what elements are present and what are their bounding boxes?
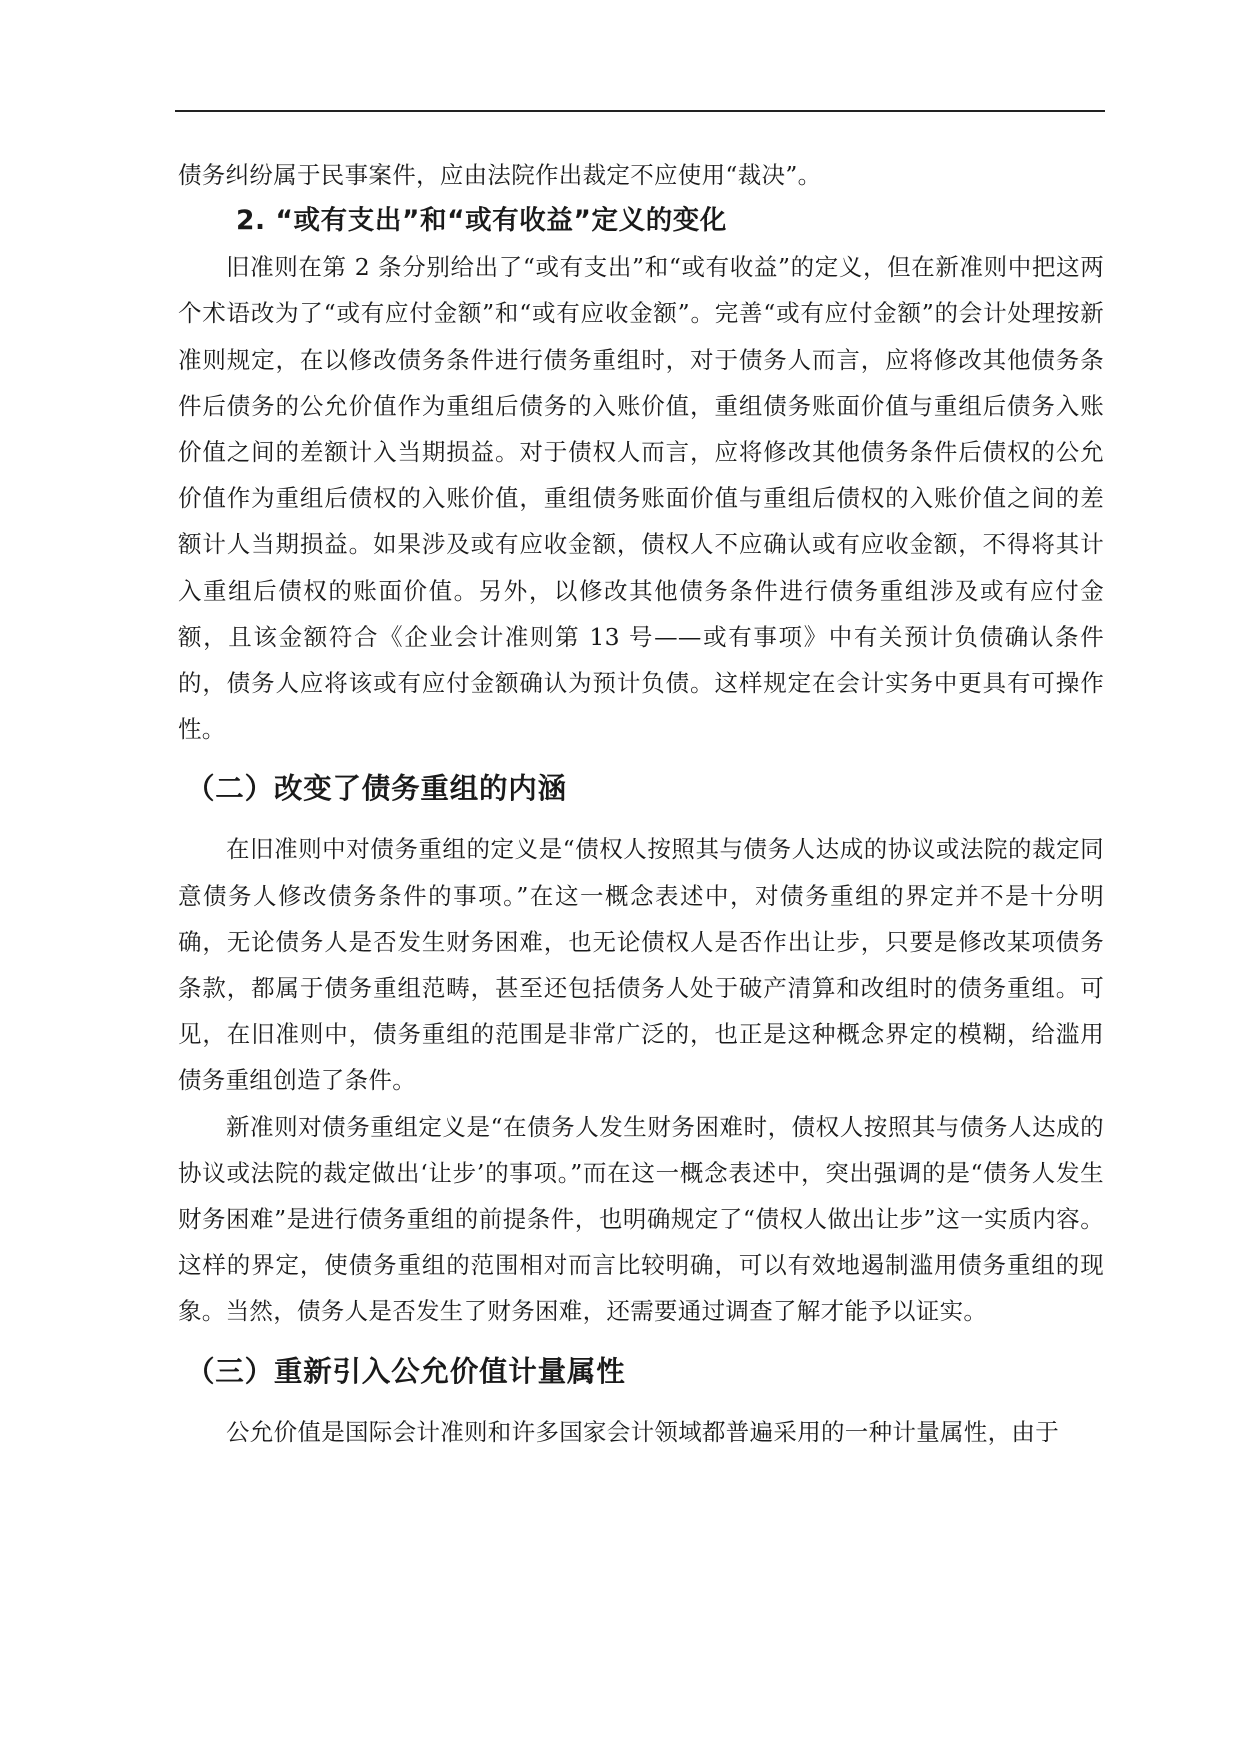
section-heading-fair-value: （三）重新引入公允价值计量属性 xyxy=(186,1354,626,1388)
paragraph-fair-value: 公允价值是国际会计准则和许多国家会计领域都普遍采用的一种计量属性，由于 xyxy=(226,1417,1059,1446)
paragraph-new-definition: 新准则对债务重组定义是“在债务人发生财务困难时，债权人按照其与债务人达成的协议或法院的裁定做出‘让步’的事项。”而在这一概念表述中，突出强调的是“债务人发生财务困难”是进行债务重组的前提条件，也明确规定了“债权人做出让步”这一实质内容。这样的界定，使债务重组的范围相对而言比较明确，可以有效地遏制滥用债务重组的现象。当然，债务人是否发生了财务困难，还需要通过调查了解才能予以证实。 xyxy=(178,1112,1104,1326)
paragraph-contingent-definitions: 旧准则在第 2 条分别给出了“或有支出”和“或有收益”的定义，但在新准则中把这两个术语改为了“或有应付金额”和“或有应收金额”。完善“或有应付金额”的会计处理按新准则规定，在以修改债务条件进行债务重组时，对于债务人而言，应将修改其他债务条件后债务的公允价值作为重组后债务的入账价值，重组债务账面价值与重组后债务入账价值之间的差额计入当期损益。对于债权人而言，应将修改其他债务条件后债权的公允价值作为重组后债权的入账价值，重组债务账面价值与重组后债权的入账价值之间的差额计人当期损益。如果涉及或有应收金额，债权人不应确认或有应收金额，不得将其计入重组后债权的账面价值。另外，以修改其他债务条件进行债务重组涉及或有应付金额，且该金额符合《企业会计准则第 13 号——或有事项》中有关预计负债确认条件的，债务人应将该或有应付金额确认为预计负债。这样规定在会计实务中更具有可操作性。 xyxy=(178,253,1104,744)
section-heading-debt-restructuring: （二）改变了债务重组的内涵 xyxy=(186,772,567,806)
paragraph-old-definition: 在旧准则中对债务重组的定义是“债权人按照其与债务人达成的协议或法院的裁定同意债务人修改债务条件的事项。”在这一概念表述中，对债务重组的界定并不是十分明确，无论债务人是否发生财务困难，也无论债权人是否作出让步，只要是修改某项债务条款，都属于债务重组范畴，甚至还包括债务人处于破产清算和改组时的债务重组。可见，在旧准则中，债务重组的范围是非常广泛的，也正是这种概念界定的模糊，给滥用债务重组创造了条件。 xyxy=(178,835,1104,1095)
continuation-paragraph: 债务纠纷属于民事案件，应由法院作出裁定不应使用“裁决”。 xyxy=(178,161,822,189)
page-content xyxy=(178,152,1104,1455)
header-rule xyxy=(175,110,1105,112)
subheading-definition-change: 2. “或有支出”和“或有收益”定义的变化 xyxy=(236,205,727,237)
